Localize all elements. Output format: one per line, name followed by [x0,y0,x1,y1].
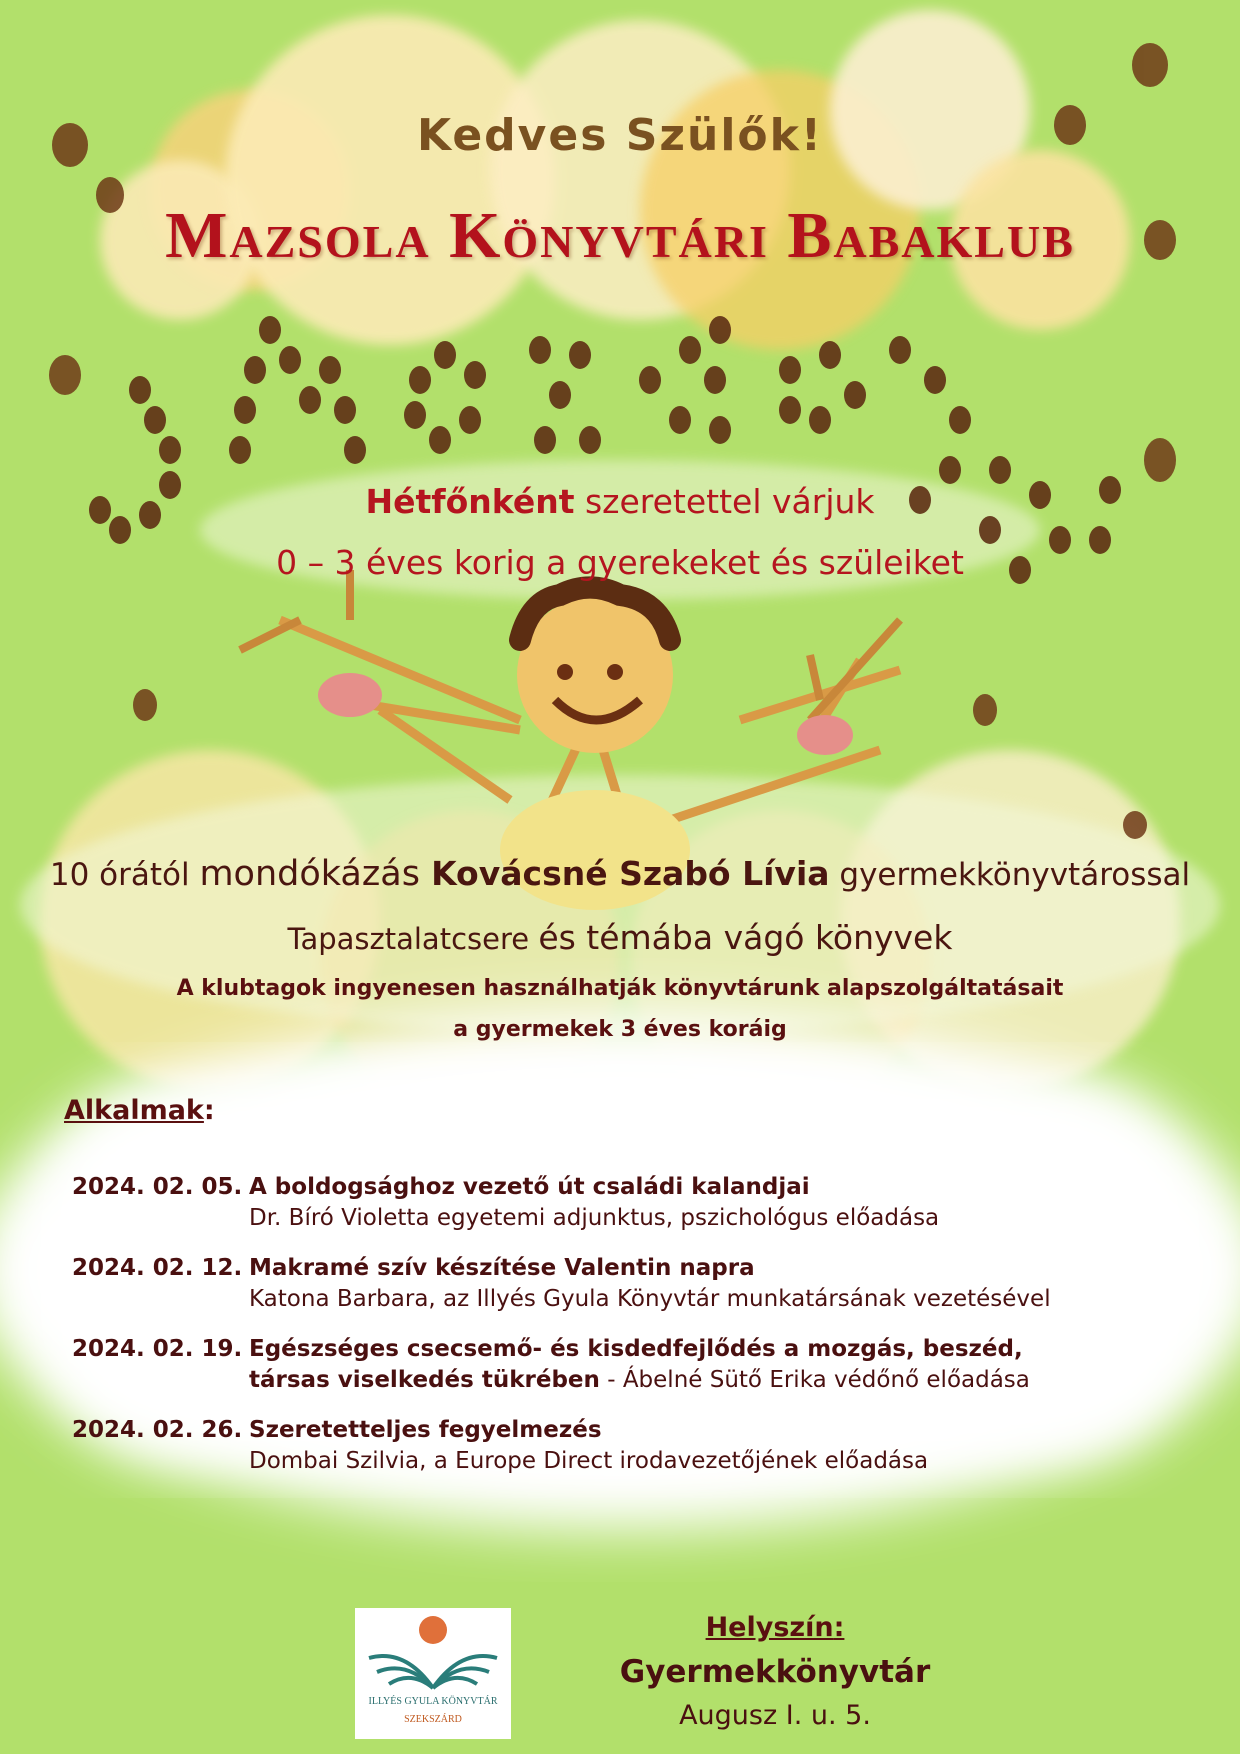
session-body [249,1253,1051,1315]
session-title: Egészséges csecsemő- és kisdedfejlődés a mozgás, beszéd, [249,1336,1023,1362]
session-date: 2024. 02. 26. [72,1417,243,1443]
session-date: 2024. 02. 12. [72,1255,243,1281]
session-title-line2: társas viselkedés tükrében [249,1367,600,1393]
session-title: Szeretetteljes fegyelmezés [249,1417,602,1443]
venue-address: Augusz I. u. 5. [679,1700,871,1731]
intro-rest: szeretettel várjuk [574,482,875,521]
session-title: A boldogsághoz vezető út családi kalandjai [249,1174,810,1200]
list-item [72,1334,1172,1396]
session-detail: - Ábelné Sütő Erika védőnő előadása [599,1367,1030,1393]
sessions-heading: Alkalmak: [64,1095,215,1126]
exchange-b: és témába vágó könyvek [538,918,953,957]
session-body [249,1172,939,1234]
membership-line-2: a gyermekek 3 éves koráig [453,1017,787,1042]
list-item [72,1172,1172,1234]
venue-heading: Helyszín: [705,1612,845,1643]
session-date: 2024. 02. 19. [72,1336,243,1362]
open-book-sun-icon [355,1608,511,1698]
venue-name: Gyermekkönyvtár [619,1654,931,1690]
program-host: Kovácsné Szabó Lívia [431,854,830,893]
sessions-heading-label: Alkalmak [64,1095,204,1126]
session-title: Makramé szív készítése Valentin napra [249,1255,755,1281]
exchange-a: Tapasztalatcsere [287,922,539,956]
program-activity: mondókázás [199,854,432,894]
intro-age-line: 0 – 3 éves korig a gyerekeket és szüleiket [276,543,964,582]
greeting: Kedves Szülők! [417,110,823,161]
program-line [0,854,1240,894]
session-title-line2-row [249,1365,1030,1396]
exchange-line [0,918,1240,957]
membership-line-1: A klubtagok ingyenesen használhatják könyvtárunk alapszolgáltatásait [176,976,1064,1001]
venue-heading-label: Helyszín [705,1612,834,1643]
program-host-role: gyermekkönyvtárossal [829,857,1191,893]
library-logo [355,1608,511,1739]
session-date: 2024. 02. 05. [72,1174,243,1200]
session-body [249,1415,928,1477]
page-title: Mazsola Könyvtári Babaklub [165,199,1075,272]
intro-highlight: Hétfőnként [365,482,575,521]
list-item [72,1415,1172,1477]
logo-name: ILLYÉS GYULA KÖNYVTÁR [368,1696,498,1707]
logo-city: SZEKSZÁRD [404,1714,462,1725]
session-detail: Dombai Szilvia, a Europe Direct irodavezetőjének előadása [249,1448,929,1474]
session-detail: Dr. Bíró Violetta egyetemi adjunktus, pszichológus előadása [249,1205,940,1231]
intro-line [0,482,1240,521]
session-body [249,1334,1030,1396]
session-detail: Katona Barbara, az Illyés Gyula Könyvtár munkatársának vezetésével [249,1286,1051,1312]
sessions-list [72,1172,1172,1496]
program-time: 10 órától [49,857,200,893]
list-item [72,1253,1172,1315]
